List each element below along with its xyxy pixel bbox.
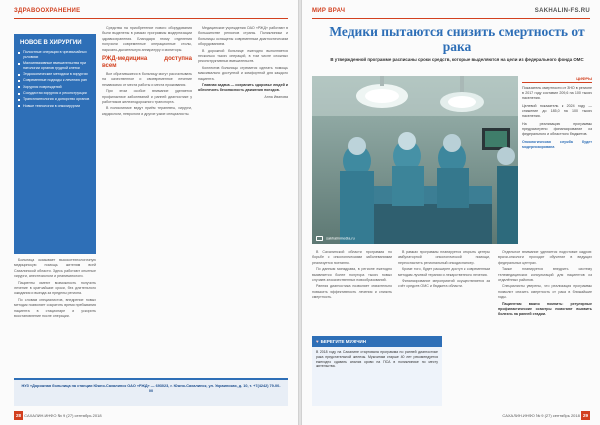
left-head-rule	[14, 18, 288, 19]
highlight-paragraph: Главная задача — сохранить здоровье людей и обеспечить безопасность движения поездов.	[198, 83, 288, 93]
right-column-2: В рамках программы планируется открыть центры амбулаторной онкологической помощи, переоснастить региональный онкодиспансер. Кроме того, будет расширен доступ к современным методам лучевой терапии и лекарственного лечения. Финансирование мероприятий осуществляется за счёт средств ОМС и бюджета области.	[398, 250, 490, 289]
news-box-item: Сосудистая хирургия и реконструкции	[23, 91, 91, 96]
photo-credit: sakhalinmedia.ru	[316, 236, 355, 241]
men-health-box	[312, 336, 442, 406]
news-box-list	[14, 50, 96, 108]
news-box-item: Малоинвазивные вмешательства при патологии органов грудной клетки	[23, 61, 91, 71]
operating-room-photo	[312, 76, 518, 244]
left-column-3: Медицинские учреждения ОАО «РЖД» работают в большинстве регионов страны. Поликлиники и больницы оснащены современным диагностическим оборудованием. В дорожной больнице ежегодно выполняется несколько тысяч операций, в том числе сложных реконструктивных вмешательств. Коллектив больницы стремится сделать помощь максимально доступной и комфортной для каждого пациента. Главная задача — сохранить здоровье людей и обеспечить безопасность движения поездов. Анна Иванова	[198, 26, 288, 99]
left-running-head: ЗДРАВООХРАНЕНИЕ	[14, 8, 81, 14]
news-box-item: Полостные операции в чрезвычайных условиях	[23, 50, 91, 60]
surgery-illustration	[312, 76, 518, 244]
right-column-3: Отдельное внимание уделяется подготовке кадров: врачи-онкологи проходят обучение в ведущих федеральных центрах. Также планируется внедрить систему телемедицинских консультаций для пациентов из отдалённых районов. Специалисты уверены, что реализация программы позволит снизить смертность от рака в ближайшие годы. Пациентам важно помнить: регулярные профилактические осмотры помогают выявить болезнь на ранней стадии.	[498, 250, 592, 317]
highlight-paragraph: Пациентам важно помнить: регулярные профилактические осмотры помогают выявить болезнь на ранней стадии.	[498, 301, 592, 317]
article-lead: В утвержденной программе расписаны сроки средств, которые выделяются на цели из федерального фонда ОМС	[330, 57, 584, 62]
camera-icon	[316, 236, 323, 241]
news-box-item: Хирургия повреждений	[23, 85, 91, 90]
news-box-item: Эндоскопические методики в хирургии	[23, 72, 91, 77]
article-title: Медики пытаются снизить смертность от рака	[329, 24, 585, 54]
folio-text: САХАЛИН.ИНФО № 9 (27) сентябрь 2018	[502, 413, 580, 418]
men-health-title: ♥ БЕРЕГИТЕ МУЖЧИН	[312, 336, 442, 347]
news-box-item: Трансплантология и донорство органов	[23, 97, 90, 102]
left-column-1-bottom: Больница оказывает высокотехнологичную медицинскую помощь жителям всей Сахалинской области. Здесь работают опытные хирурги, анестезиологи и реаниматологи. Пациенты имеют возможность получить лечение в кратчайшие сроки, без длительного ожидания и выезда за пределы региона. По словам специалистов, внедрение новых методик позволяет сократить время пребывания пациента в стационаре и ускорить восстановление после операции.	[14, 258, 96, 319]
page-number: 28	[16, 413, 22, 418]
author-signature: Анна Иванова	[264, 94, 288, 99]
hospital-contact-box	[14, 378, 288, 406]
section-subhead: РЖД-медицина доступна всем	[102, 56, 192, 70]
page-number: 29	[582, 413, 588, 418]
news-sidebar-box	[14, 34, 96, 254]
folio-text: САХАЛИН.ИНФО № 9 (27) сентябрь 2018	[24, 413, 102, 418]
heart-icon: ♥	[316, 339, 319, 344]
sidebar-label: ЦИФРЫ	[522, 76, 592, 83]
sidebar-text: Показатель смертности от ЗНО в регионе в 2017 году составил 209,6 на 100 тысяч населения. Целевой показатель к 2024 году — снижение до 185,0 на 100 тысяч населения. На реализацию программы предусмотрено финансирование из федерального и областного бюджетов. Онкологическая служба будет модернизирована	[522, 86, 592, 149]
left-column-2: Средства на приобретение нового оборудования были выделены в рамках программы модернизации здравоохранения. Благодаря этому отделения получили современные операционные столы, наркозно-дыхательную аппаратуру и мониторы. РЖД-медицина доступна всем Все обратившиеся в больницу могут рассчитывать на качественное и своевременное лечение независимо от места работы и места проживания. При этом особое внимание уделяется профилактике заболеваний и ранней диагностике у работников железнодорожного транспорта. В поликлинике ведут приём терапевты, хирурги, кардиологи, неврологи и другие узкие специалисты.	[102, 26, 192, 116]
news-box-item: Новые технологии в онкохирургии	[23, 104, 91, 109]
left-page	[0, 0, 298, 425]
news-box-title: НОВОЕ В ХИРУРГИИ	[20, 40, 82, 46]
right-page	[302, 0, 600, 425]
right-running-head: МИР ВРАЧ	[312, 8, 346, 14]
hospital-contact-text: НУЗ «Дорожная больница на станции Южно-Сахалинск ОАО «РЖД» — 693023, г. Южно-Сахалинск, ул. Украинская, д. 10, т. +7(4242) 79-00-00	[21, 384, 281, 394]
sidebar-accent: Онкологическая служба будет модернизирована	[522, 140, 592, 149]
men-health-text: В 2018 году на Сахалине стартовала программа по ранней диагностике рака предстательной железы. Мужчинам старше 40 лет рекомендуется ежегодно сдавать анализ крови на ПСА в поликлинике по месту жительства.	[316, 350, 438, 369]
right-folio	[502, 411, 590, 420]
news-box-item: Современные подходы к лечению ран	[23, 78, 91, 83]
right-column-1: В Сахалинской области программа по борьбе с онкологическими заболеваниями реализуется поэтапно. По данным минздрава, в регионе ежегодно выявляется более полутора тысяч новых случаев злокачественных новообразований. Ранняя диагностика позволяет значительно повысить эффективность лечения и снизить смертность.	[312, 250, 392, 300]
left-folio	[14, 411, 102, 420]
site-url: SAKHALIN-FS.RU	[534, 8, 590, 14]
right-head-rule	[312, 18, 590, 19]
figures-sidebar	[522, 76, 592, 240]
